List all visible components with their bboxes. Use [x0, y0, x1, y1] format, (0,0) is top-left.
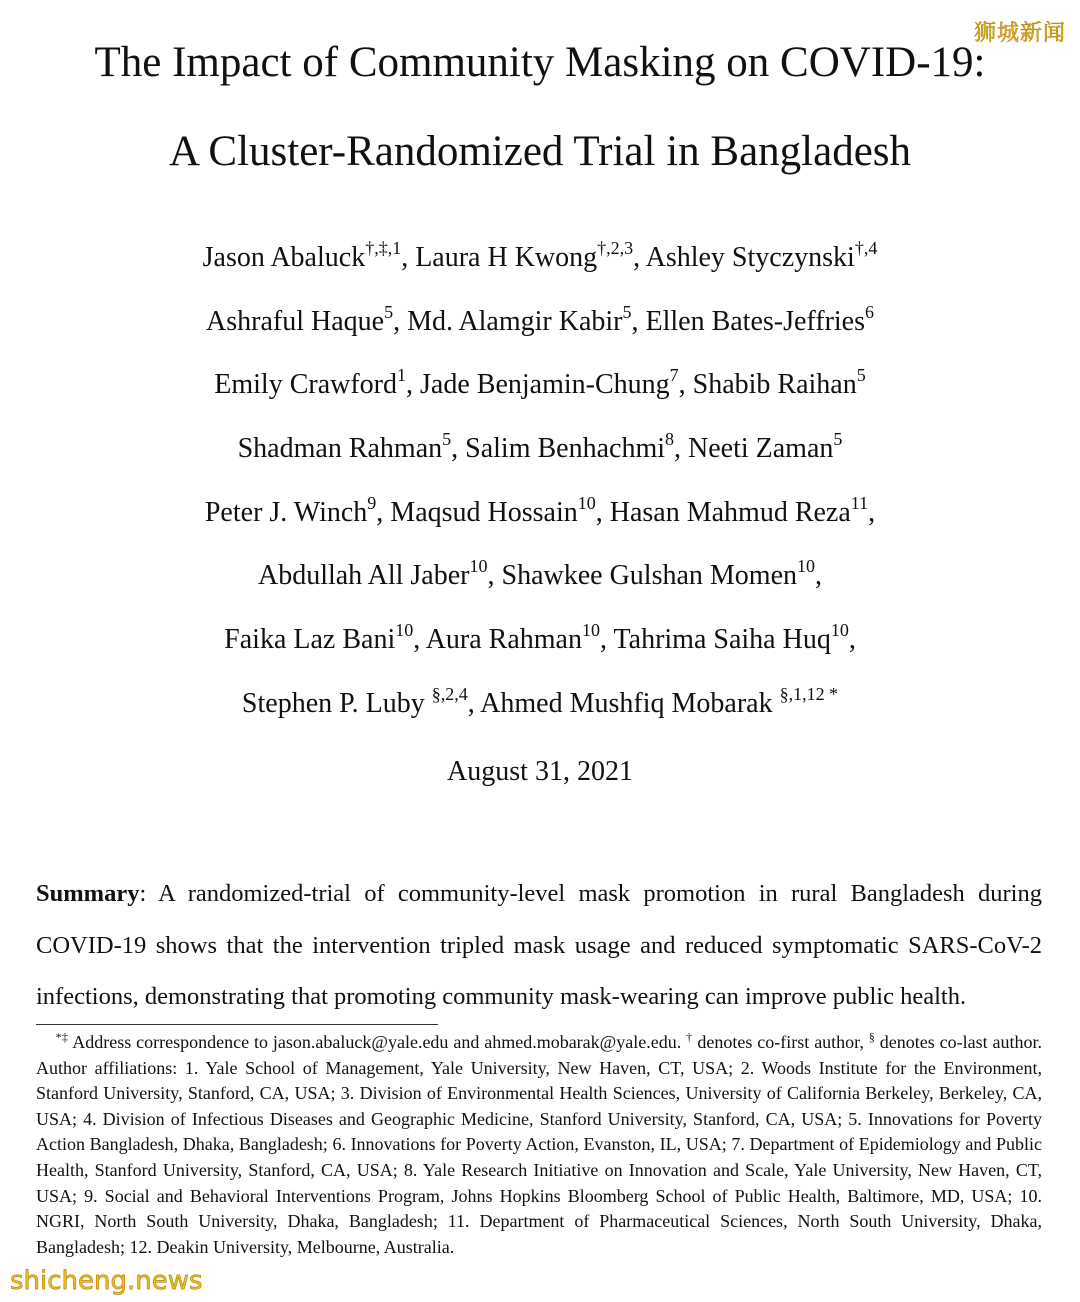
author-affiliation-marks: §,1,12 *	[779, 683, 839, 704]
footnote-rule	[36, 1024, 438, 1025]
author-separator: ,	[413, 624, 426, 656]
author-separator: ,	[393, 305, 408, 337]
author-affiliation-marks: 5	[833, 429, 843, 450]
author-name: Aura Rahman	[425, 624, 582, 656]
author-separator: ,	[451, 433, 466, 465]
author-affiliation-marks: 5	[442, 429, 452, 450]
author-list	[0, 236, 1080, 746]
author-name: Maqsud Hossain	[390, 496, 578, 528]
author-affiliation-marks: §,2,4	[431, 683, 468, 704]
author-affiliation-marks: 11	[850, 492, 869, 513]
author-affiliation-marks: 10	[797, 556, 816, 577]
author-separator: ,	[868, 496, 876, 528]
author-line	[0, 300, 1080, 364]
author-name: Ahmed Mushfiq Mobarak	[480, 687, 780, 719]
publication-date: August 31, 2021	[447, 756, 633, 787]
author-separator: ,	[406, 369, 421, 401]
author-name: Hasan Mahmud Reza	[609, 496, 851, 528]
author-affiliation-marks: 6	[865, 301, 874, 322]
author-name: Ashley Styczynski	[645, 242, 855, 273]
watermark-bottom: shicheng.news	[10, 1266, 203, 1296]
author-name: Emily Crawford	[214, 369, 398, 401]
summary-text: : A randomized-trial of community-level mask promotion in rural Bangladesh during COVID-19 shows that the intervention tripled mask usage and reduced symptomatic SARS-CoV-2 infections, demonstrating that promoting community mask-wearing can improve public health.	[36, 880, 1042, 1010]
author-affiliation-marks: †,‡,1	[365, 238, 402, 258]
author-separator: ,	[595, 496, 610, 528]
author-affiliation-marks: 8	[665, 429, 674, 450]
author-name: Ashraful Haque	[206, 305, 385, 337]
footnote-section-mark: §	[868, 1030, 875, 1044]
author-affiliation-marks: 7	[669, 365, 679, 386]
author-name: Jason Abaluck	[202, 242, 366, 273]
footnote-part-1: Address correspondence to jason.abaluck@yale.edu and ahmed.mobarak@yale.edu.	[68, 1032, 687, 1052]
author-name: Shadman Rahman	[237, 433, 443, 465]
author-affiliation-marks: 10	[577, 492, 596, 513]
author-affiliation-marks: 1	[397, 365, 407, 386]
author-line	[0, 682, 1080, 746]
author-name: Shawkee Gulshan Momen	[501, 560, 798, 592]
author-affiliation-marks: 10	[582, 620, 600, 641]
author-name: Md. Alamgir Kabir	[407, 305, 623, 337]
author-separator: ,	[678, 369, 693, 401]
author-affiliation-marks: 5	[384, 301, 394, 322]
author-separator: ,	[633, 242, 646, 273]
author-affiliation-marks: 10	[395, 620, 414, 641]
author-separator: ,	[600, 624, 614, 656]
author-name: Abdullah All Jaber	[257, 560, 470, 592]
author-affiliation-marks: 10	[469, 556, 488, 577]
watermark-top: 狮城新闻	[973, 21, 1066, 46]
author-name: Laura H Kwong	[415, 242, 598, 273]
footnote-part-2: denotes co-first author,	[692, 1032, 869, 1052]
author-name: Ellen Bates-Jeffries	[645, 305, 865, 337]
author-line	[0, 427, 1080, 491]
footnote-part-3: denotes co-last author. Author affiliations: 1. Yale School of Management, Yale University, New Haven, CT, USA; 2. Woods Institute for the Environment, Stanford University, Stanford, CA, USA; 3. Division of Environmental Health Sciences, University of California Berkeley, Berkeley, CA, USA; 4. Division of Infectious Diseases and Geographic Medicine, Stanford University, Stanford, CA, USA; 5. Innovations for Poverty Action Bangladesh, Dhaka, Bangladesh; 6. Innovations for Poverty Action, Evanston, IL, USA; 7. Department of Epidemiology and Public Health, Stanford University, Stanford, CA, USA; 8. Yale Research Initiative on Innovation and Scale, Yale University, New Haven, CT, USA; 9. Social and Behavioral Interventions Program, Johns Hopkins Bloomberg School of Public Health, Baltimore, MD, USA; 10. NGRI, North South University, Dhaka, Bangladesh; 11. Department of Pharmaceutical Sciences, North South University, Dhaka, Bangladesh; 12. Deakin University, Melbourne, Australia.	[36, 1032, 1043, 1257]
author-name: Peter J. Winch	[204, 496, 368, 528]
author-affiliation-marks: †,2,3	[597, 238, 634, 258]
author-separator: ,	[467, 687, 481, 719]
author-line	[0, 236, 1080, 300]
author-name: Stephen P. Luby	[241, 687, 432, 719]
author-affiliation-marks: 9	[367, 492, 377, 513]
author-name: Faika Laz Bani	[224, 624, 396, 656]
author-affiliation-marks: †,4	[854, 238, 878, 258]
summary-paragraph	[36, 868, 1042, 1023]
author-affiliation-marks: 10	[830, 620, 849, 641]
author-line	[0, 491, 1080, 555]
author-name: Salim Benhachmi	[465, 433, 665, 465]
author-affiliation-marks: 5	[856, 365, 866, 386]
footnote-mark: *‡	[55, 1030, 69, 1044]
author-line	[0, 554, 1080, 618]
author-name: Neeti Zaman	[688, 433, 834, 465]
author-separator: ,	[376, 496, 391, 528]
summary-label: Summary	[36, 880, 140, 907]
author-name: Tahrima Saiha Huq	[613, 624, 831, 656]
author-line	[0, 363, 1080, 427]
footnote-affiliations	[36, 1030, 1042, 1260]
author-name: Jade Benjamin-Chung	[420, 369, 670, 401]
author-separator: ,	[487, 560, 502, 592]
author-separator: ,	[848, 624, 856, 656]
author-separator: ,	[631, 305, 646, 337]
author-separator: ,	[401, 242, 416, 273]
footnote-dagger: †	[686, 1030, 693, 1044]
paper-title-line-1: The Impact of Community Masking on COVID-19:	[94, 39, 986, 86]
paper-title-line-2: A Cluster-Randomized Trial in Bangladesh	[168, 128, 912, 175]
author-affiliation-marks: 5	[622, 301, 632, 322]
author-separator: ,	[815, 560, 823, 592]
author-name: Shabib Raihan	[692, 369, 857, 401]
author-line	[0, 618, 1080, 682]
author-separator: ,	[674, 433, 688, 465]
